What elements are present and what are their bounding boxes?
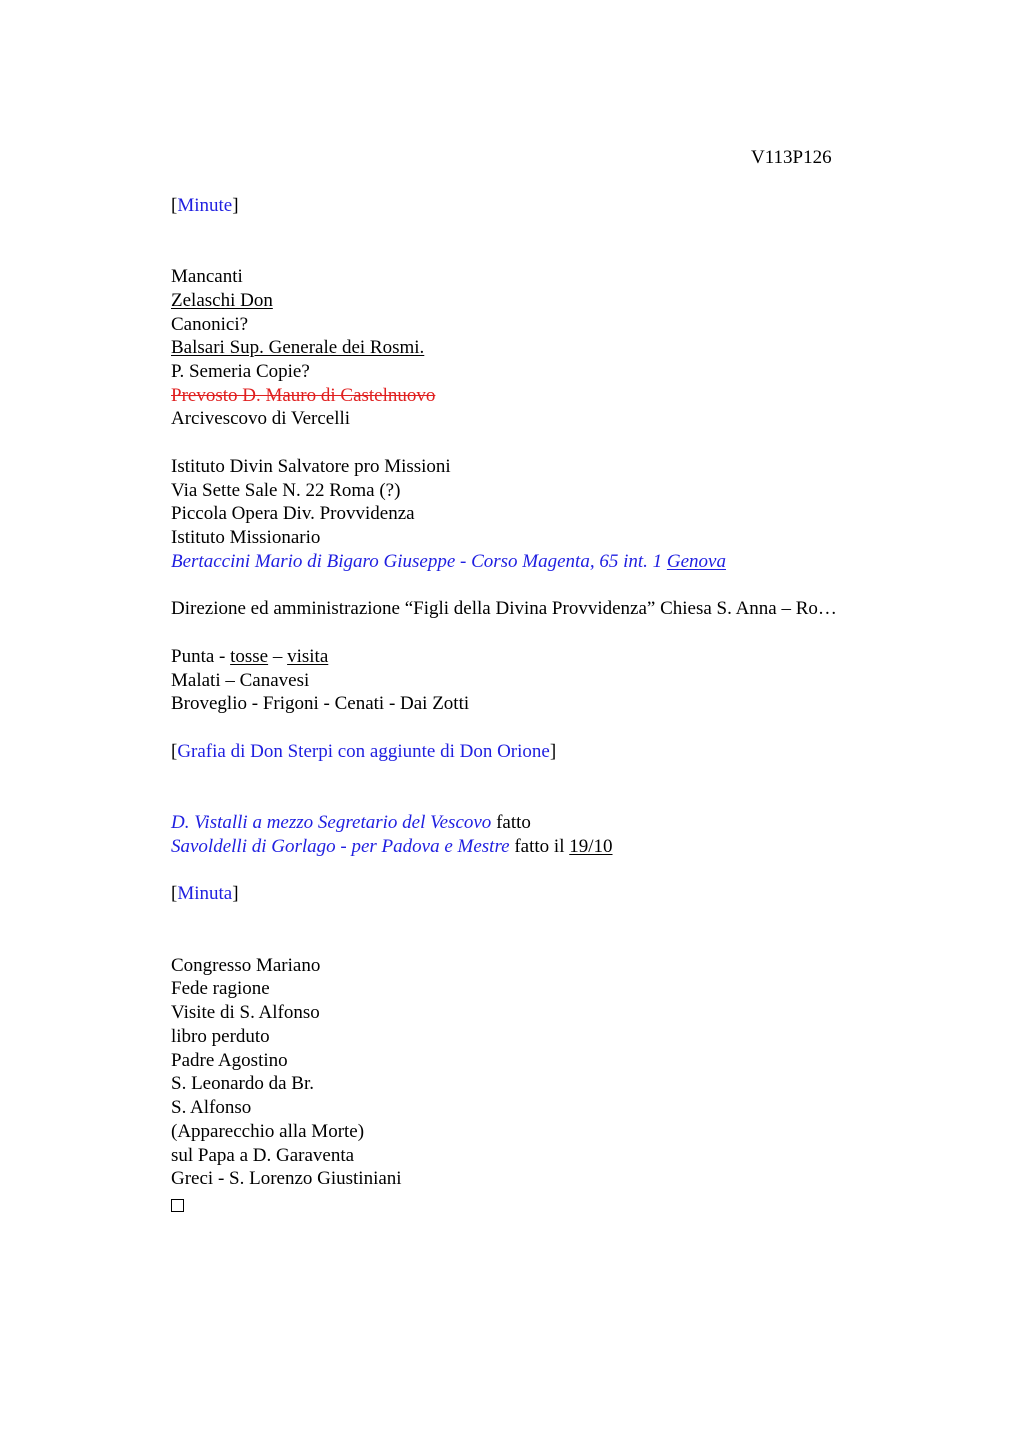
genova-link-text: Genova <box>666 551 726 572</box>
list-item: libro perduto <box>171 1026 270 1047</box>
line-malati: Malati – Canavesi <box>171 670 310 691</box>
list-item: Congresso Mariano <box>171 955 321 976</box>
document-reference-code: V113P126 <box>751 147 832 168</box>
list-item: S. Leonardo da Br. <box>171 1073 315 1094</box>
line-via-sette-sale: Via Sette Sale N. 22 Roma (?) <box>171 480 401 501</box>
line-istituto-missionario: Istituto Missionario <box>171 527 321 548</box>
list-item: Padre Agostino <box>171 1050 288 1071</box>
line-arcivescovo: Arcivescovo di Vercelli <box>171 408 351 429</box>
section-heading-minute: [Minute] <box>171 195 239 216</box>
line-vistalli: D. Vistalli a mezzo Segretario del Vescovo fatto <box>171 812 531 833</box>
list-item: (Apparecchio alla Morte) <box>171 1121 365 1142</box>
line-canonici: Canonici? <box>171 314 249 335</box>
line-istituto-divin: Istituto Divin Salvatore pro Missioni <box>171 456 451 477</box>
list-item: Fede ragione <box>171 978 270 999</box>
list-item: sul Papa a D. Garaventa <box>171 1145 355 1166</box>
line-bertaccini: Bertaccini Mario di Bigaro Giuseppe - Corso Magenta, 65 int. 1 Genova <box>171 551 726 572</box>
line-mancanti: Mancanti <box>171 266 243 287</box>
list-item: S. Alfonso <box>171 1097 252 1118</box>
line-prevosto-struck: Prevosto D. Mauro di Castelnuovo <box>171 385 436 406</box>
line-punta: Punta - tosse – visita <box>171 646 329 667</box>
line-savoldelli: Savoldelli di Gorlago - per Padova e Mestre fatto il 19/10 <box>171 836 613 857</box>
list-item: Visite di S. Alfonso <box>171 1002 320 1023</box>
checkbox-glyph-icon <box>171 1193 184 1217</box>
line-semeria: P. Semeria Copie? <box>171 361 310 382</box>
line-piccola-opera: Piccola Opera Div. Provvidenza <box>171 503 415 524</box>
list-item: Greci - S. Lorenzo Giustiniani <box>171 1168 402 1189</box>
line-broveglio: Broveglio - Frigoni - Cenati - Dai Zotti <box>171 693 470 714</box>
line-balsari: Balsari Sup. Generale dei Rosmi. <box>171 337 425 358</box>
line-direzione: Direzione ed amministrazione “Figli della Divina Provvidenza” Chiesa S. Anna – Ro… <box>171 598 837 619</box>
section-heading-grafia: [Grafia di Don Sterpi con aggiunte di Don Orione] <box>171 741 557 762</box>
line-zelaschi: Zelaschi Don <box>171 290 273 311</box>
section-heading-minuta: [Minuta] <box>171 883 239 904</box>
